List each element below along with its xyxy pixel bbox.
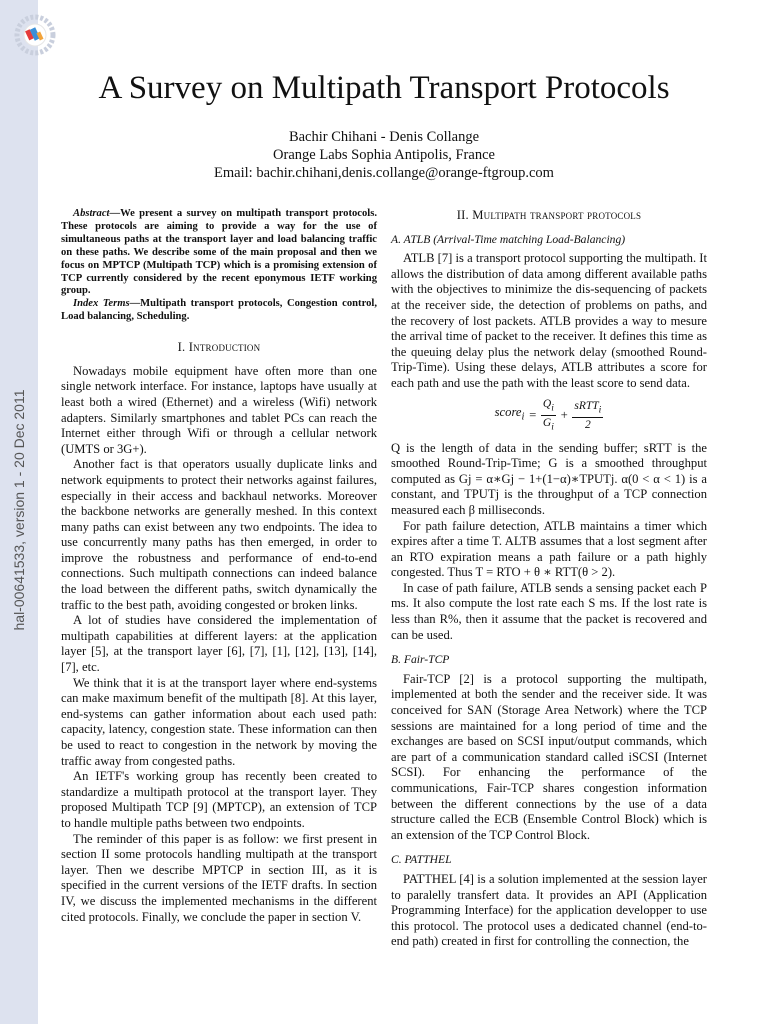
affiliation: Orange Labs Sophia Antipolis, France xyxy=(273,147,495,163)
left-sidebar-band xyxy=(0,0,38,1024)
score-formula xyxy=(391,399,707,433)
arxiv-id-stamp: hal-00641533, version 1 - 20 Dec 2011 xyxy=(11,389,27,631)
paper-title: A Survey on Multipath Transport Protocols xyxy=(98,70,670,106)
intro-paragraph: We think that it is at the transport layer where end-systems can make maximum benefit of the multipath [8]. At this layer, end-systems can gather information about each used path: capacity, latency, congestion state. These information can then be used to react to congestion in the network by moving the traffic away from congested paths. xyxy=(61,675,377,768)
authors: Bachir Chihani - Denis Collange xyxy=(288,129,480,145)
abstract xyxy=(61,208,377,324)
intro-paragraph: The reminder of this paper is as follow: we first present in section II some protocols handling multipath at the transport layer. Then we describe MPTCP in section III, as it is specified in the current versions of the IETF drafts. In section IV, we discuss the implemented mechanisms in the different cited protocols. Finally, we conclude the paper in section V. xyxy=(61,831,377,924)
hal-logo-icon xyxy=(14,14,56,56)
intro-paragraph: Nowadays mobile equipment have often more than one single network interface. For instance, laptops have usually at least both a wired (Ethernet) and a wireless (Wifi) network adapters. Similarly smartphones and tablet PCs can reach the Internet either through Wifi or through a cellular network (UMTS or 3G+). xyxy=(61,363,377,456)
section-heading-intro: I. Introduction xyxy=(177,340,261,355)
formula-plus: + xyxy=(559,407,569,422)
atlb-paragraph: In case of path failure, ATLB sends a sensing packet each P ms. It also compute the lost rate each S ms. If the lost rate is less than R%, then it assume that the packet is recovered and can be used. xyxy=(391,580,707,642)
intro-paragraph: Another fact is that operators usually duplicate links and network equipments to protect their networks against failures, especially in their access and backhaul networks. Moreover the backbone networks are generally meshed. In this context many paths can exist between any two endpoints. The idea to use concurrently many paths has then emerged, in order to improve the robustness and performance of end-to-end connections. Such multipath connections can indeed balance the load between the different paths, switch dynamically the traffic to the best path, avoiding congested or broken links. xyxy=(61,457,377,612)
email: Email: bachir.chihani,denis.collange@orange-ftgroup.com xyxy=(214,165,554,181)
subsection-heading-patthel: C. PATTHEL xyxy=(391,853,452,867)
abstract-text: —We present a survey on multipath transport protocols. These protocols are aiming to provide a way for the use of simultaneous paths at the transport layer and load balancing traffic on these paths. We describe some of the main proposal and then we focus on MPTCP (Multipath TCP) which is a promising extension of TCP currently considered by the recent eponymous IETF working group. xyxy=(61,208,377,297)
section-heading-multipath: II. Multipath transport protocols xyxy=(456,208,642,222)
formula-lhs: score$_i$ xyxy=(494,405,525,423)
formula-fraction-srtt: $\frac{sRTT_i}{2}$ xyxy=(574,399,602,432)
subsection-heading-fairtcp: B. Fair-TCP xyxy=(391,653,450,667)
left-column xyxy=(61,208,377,925)
formula-fraction-q-g: $\frac{Q_i}{G_i}$ xyxy=(542,397,554,433)
fairtcp-paragraph: Fair-TCP [2] is a protocol supporting the multipath, implemented at both the sender and the receiver side. It was conceived for SAN (Storage Area Network) where the TCP sessions are maintained for a long period of time and the exchanges are based on SCSI input/output commands, which are part of a communication standard called iSCSI (Internet SCSI). For enhancing the performance of the communications, Fair-TCP shares congestion information between the different connections by the use of a data structure called the ECB (Ensemble Control Block) which is an extension of the TCP Control Block. xyxy=(391,671,707,842)
intro-paragraph: An IETF's working group has recently been created to standardize a multipath protocol at the transport layer. They proposed Multipath TCP [9] (MPTCP), an extension of TCP to handle multiple paths between two endpoints. xyxy=(61,769,377,830)
intro-paragraph: A lot of studies have considered the implementation of multipath capabilities at different layers: at the application layer [5], at the transport layer [6], [7], [1], [12], [13], [14], [7], etc. xyxy=(61,613,377,675)
formula-equals: = xyxy=(528,407,537,422)
atlb-paragraph: ATLB [7] is a transport protocol supporting the multipath. It allows the distribution of data among different available paths with the objectives to minimize the dis-sequencing of packets at the receiver side, the detection of problems on paths, and the recovery of lost packets. ATLB provides a way to mesure the arrival time of packet to the receiver. It defines this time as the queuing delay plus the network delay (smoothed Round-Trip-Time). Using these delays, ATLB attributes a score for each path and use the path with the least score to send data. xyxy=(391,251,707,390)
atlb-paragraph: For path failure detection, ATLB maintains a timer which expires after a time T. ALTB assumes that a lost segment after an RTO expiration means a path failure or a path highly congested. Thus T = RTO + θ ∗ RTT(θ > 2). xyxy=(391,518,707,580)
author-block xyxy=(40,128,728,182)
atlb-paragraph: Q is the length of data in the sending buffer; sRTT is the smoothed Round-Trip-Time; G is a smoothed throughput computed as Gj = α∗Gj − 1+(1−α)∗TPUTj. α(0 < α < 1) is a constant, and TPUTj is the throughput of a TCP connection measured each β milliseconds. xyxy=(391,440,707,517)
subsection-heading-atlb: A. ATLB (Arrival-Time matching Load-Balancing) xyxy=(391,232,626,246)
right-column xyxy=(391,208,707,950)
index-terms-text: —Multipath transport protocols, Congestion control, Load balancing, Scheduling. xyxy=(61,298,377,323)
abstract-label: Abstract xyxy=(73,208,110,219)
patthel-paragraph: PATTHEL [4] is a solution implemented at the session layer to paralelly transfert data. It provides an API (Application Programming Interface) for the application developper to use this protocol. The protocol uses a dedicated channel (end-to-end path) created in first for controlling the connection, the xyxy=(391,871,707,949)
index-terms-label: Index Terms xyxy=(73,298,130,310)
